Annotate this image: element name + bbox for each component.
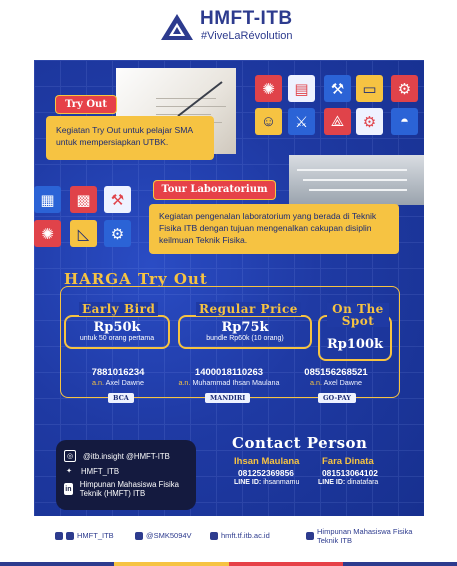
web-icon — [210, 532, 218, 540]
compass-icon: ⟁ — [324, 108, 351, 135]
footer — [0, 519, 457, 566]
poster — [34, 60, 424, 516]
account-mandiri — [159, 367, 299, 387]
line-id: ihsanmamu — [263, 479, 300, 486]
line-label: LINE ID: — [234, 479, 262, 486]
gear-icon: ⚙ — [104, 220, 131, 247]
try-out-title: Try Out — [56, 96, 116, 113]
account-bca — [82, 367, 154, 387]
social-instagram[interactable] — [64, 450, 170, 462]
account-number: 085156268521 — [304, 367, 368, 378]
price-title-regular: Regular Price — [196, 302, 301, 316]
tour-description: Kegiatan pengenalan laboratorium yang berada di Teknik Fisika ITB dengan tujuan mengenalkan cakupan disiplin keilmuan Teknik Fisika. — [149, 204, 399, 254]
line-icon — [135, 532, 143, 540]
bank-badge-bca: BCA — [108, 393, 134, 403]
head-gear-icon: ⚙ — [391, 75, 418, 102]
price-value: Rp50k — [93, 320, 141, 335]
monitor-icon: ▭ — [356, 75, 383, 102]
price-title-early-bird: Early Bird — [79, 302, 158, 316]
footer-text: @SMK5094V — [146, 531, 192, 540]
linkedin-icon — [306, 532, 314, 540]
contact-phone-2: 081513064102 — [322, 468, 378, 478]
social-card — [56, 440, 196, 510]
price-title-on-the-spot: On The Spot — [327, 303, 389, 327]
account-number: 1400018110263 — [194, 367, 264, 378]
hmft-logo-icon — [160, 12, 194, 42]
footer-text: HMFT_ITB — [77, 531, 114, 540]
header — [0, 0, 457, 55]
pen-icon — [176, 78, 226, 118]
price-note: bundle Rp60k (10 orang) — [206, 335, 284, 342]
social-linkedin[interactable] — [64, 480, 192, 498]
contact-name-2: Fara Dinata — [322, 456, 374, 467]
footer-text: hmft.tf.itb.ac.id — [221, 531, 270, 540]
chart-monitor-icon: ▦ — [34, 186, 61, 213]
an-prefix: a.n. — [92, 378, 105, 387]
tagline: #ViveLaRévolution — [201, 30, 293, 42]
twitter-icon: ✦ — [66, 468, 72, 475]
brand-name: HMFT-ITB — [200, 8, 293, 29]
linkedin-icon: in — [64, 483, 73, 495]
footer-linkedin[interactable] — [306, 527, 416, 545]
line-id: dinatafara — [347, 479, 379, 486]
laboratory-photo — [289, 155, 424, 205]
contact-name-1: Ihsan Maulana — [234, 456, 300, 467]
social-text: HMFT_ITB — [81, 466, 120, 476]
brain-icon: ✺ — [255, 75, 282, 102]
gears-icon: ⚙ — [356, 108, 383, 135]
account-holder: Axel Dawne — [323, 378, 362, 387]
contact-title: Contact Person — [232, 434, 368, 452]
social-text: @itb.insight @HMFT-ITB — [83, 451, 170, 461]
helmet-icon: ◓ — [391, 108, 418, 135]
price-early-bird — [64, 315, 170, 349]
bank-badge-gopay: GO-PAY — [318, 393, 356, 403]
instagram-icon: ◎ — [64, 450, 76, 462]
color-stripe — [0, 562, 457, 566]
footer-social[interactable] — [55, 531, 114, 540]
account-gopay — [296, 367, 376, 387]
wrench-icon: ⚒ — [324, 75, 351, 102]
tools-icon: ⚔ — [288, 108, 315, 135]
footer-web[interactable] — [210, 531, 270, 540]
account-holder: Axel Dawne — [105, 378, 144, 387]
account-number: 7881016234 — [91, 367, 145, 378]
bank-badge-mandiri: MANDIRI — [205, 393, 250, 403]
line-label: LINE ID: — [318, 479, 346, 486]
account-holder: Muhammad Ihsan Maulana — [192, 378, 280, 387]
price-note: untuk 50 orang pertama — [79, 335, 155, 342]
triangle-ruler-icon: ◺ — [70, 220, 97, 247]
try-out-description: Kegiatan Try Out untuk pelajar SMA untuk mempersiapkan UTBK. — [46, 116, 214, 160]
spanner-icon: ⚒ — [104, 186, 131, 213]
engineer-icon: ☺ — [255, 108, 282, 135]
footer-line[interactable] — [135, 531, 192, 540]
contact-line-2 — [318, 479, 378, 486]
pricing-heading: HARGA Try Out — [64, 270, 208, 288]
instagram-icon — [66, 532, 74, 540]
tour-title: Tour Laboratorium — [154, 181, 275, 199]
price-regular — [178, 315, 312, 349]
contact-line-1 — [234, 479, 299, 486]
price-value: Rp75k — [221, 320, 269, 335]
twitter-instagram-icon — [55, 532, 63, 540]
brain-icon-2: ✺ — [34, 220, 61, 247]
an-prefix: a.n. — [178, 378, 191, 387]
price-value: Rp100k — [326, 337, 384, 352]
clipboard-icon: ▤ — [288, 75, 315, 102]
an-prefix: a.n. — [310, 378, 323, 387]
social-text: Himpunan Mahasiswa Fisika Teknik (HMFT) ITB — [79, 480, 179, 498]
contact-phone-1: 081252369856 — [238, 468, 294, 478]
footer-text: Himpunan Mahasiswa Fisika Teknik ITB — [317, 527, 413, 545]
calculator-icon: ▩ — [70, 186, 97, 213]
social-twitter[interactable] — [64, 466, 119, 476]
